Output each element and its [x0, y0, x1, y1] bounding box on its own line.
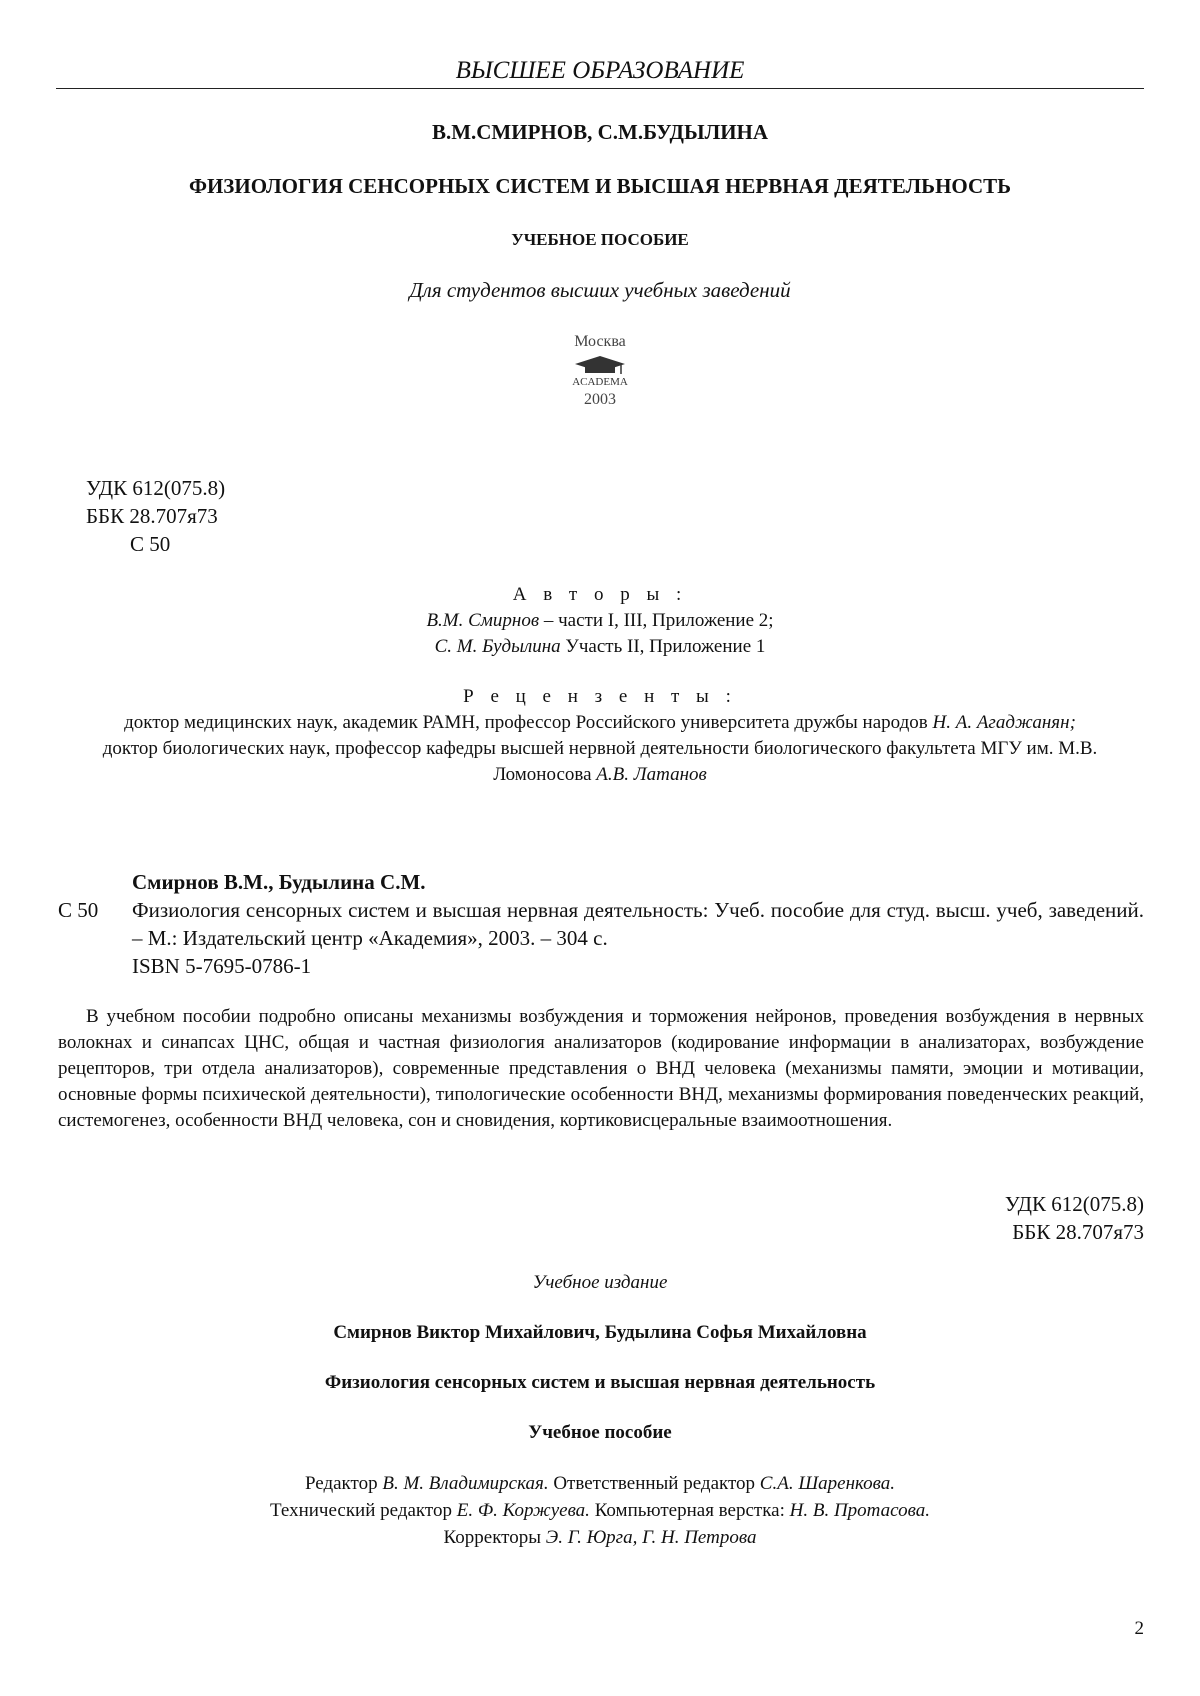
publisher-city: Москва [574, 333, 626, 350]
layout-label: Компьютерная верстка: [589, 1500, 790, 1521]
bibliographic-code: С 50 [58, 898, 99, 922]
reviewers-section [60, 684, 1140, 788]
bibliographic-authors: Смирнов В.М., Будылина С.М. [132, 870, 426, 894]
udk-code-bottom: УДК 612(075.8) [1004, 1192, 1144, 1216]
reviewer-line-2 [60, 736, 1140, 788]
authors-heading: А в т о р ы : [512, 584, 688, 605]
author-line-1 [60, 608, 1140, 634]
page-number: 2 [1134, 1618, 1144, 1639]
reviewers-heading: Р е ц е н з е н т ы : [463, 686, 737, 707]
series-header: ВЫСШЕЕ ОБРАЗОВАНИЕ [455, 57, 745, 84]
credits-line-2 [0, 1497, 1200, 1524]
author-name-1: В.М. Смирнов [426, 610, 540, 631]
book-audience: Для студентов высших учебных заведений [409, 278, 791, 302]
authors-section [60, 582, 1140, 660]
reviewer-line-1 [60, 710, 1140, 736]
bibliographic-record [58, 868, 1144, 980]
udk-code: УДК 612(075.8) [86, 476, 226, 500]
resp-editor-name: С.А. Шаренкова. [759, 1473, 896, 1494]
classification-bottom [1005, 1190, 1144, 1246]
author-mark: С 50 [130, 532, 171, 556]
classification-top [86, 474, 225, 558]
publisher-block [540, 332, 660, 410]
publisher-year: 2003 [584, 391, 616, 408]
book-title: ФИЗИОЛОГИЯ СЕНСОРНЫХ СИСТЕМ И ВЫСШАЯ НЕРВНАЯ ДЕЯТЕЛЬНОСТЬ [188, 174, 1012, 198]
header-divider [56, 88, 1144, 89]
editor-name: В. М. Владимирская. [382, 1473, 549, 1494]
book-type: УЧЕБНОЕ ПОСОБИЕ [511, 230, 689, 249]
tech-editor-name: Е. Ф. Коржуева. [456, 1500, 590, 1521]
author-line-2 [60, 634, 1140, 660]
author-name-2: С. М. Будылина [434, 636, 561, 657]
full-title: Физиология сенсорных систем и высшая нервная деятельность [324, 1372, 876, 1393]
bbk-code-bottom: ББК 28.707я73 [1012, 1220, 1144, 1244]
book-authors: В.М.СМИРНОВ, С.М.БУДЫЛИНА [431, 120, 769, 144]
layout-name: Н. В. Протасова. [789, 1500, 930, 1521]
correctors-name: Э. Г. Юрга, Г. Н. Петрова [545, 1527, 757, 1548]
tech-editor-label: Технический редактор [270, 1500, 457, 1521]
reviewer-name-2: А.В. Латанов [596, 764, 707, 785]
publisher-logo-text: ACADEMA [572, 376, 628, 388]
bbk-code: ББК 28.707я73 [86, 504, 218, 528]
resp-editor-label: Ответственный редактор [548, 1473, 760, 1494]
credits-line-3 [0, 1524, 1200, 1551]
bibliographic-description: Физиология сенсорных систем и высшая нервная деятельность: Учеб. пособие для студ. высш. учеб, заведений. – М.: Издательский центр «Академия», 2003. – 304 с. [132, 898, 1144, 950]
reviewer-title-2: доктор биологических наук, профессор кафедры высшей нервной деятельности биологического факультета МГУ им. М.В. Ломоносова [102, 738, 1098, 785]
annotation-paragraph: В учебном пособии подробно описаны механизмы возбуждения и торможения нейронов, проведения возбуждения в нервных волокнах и синапсах ЦНС, общая и частная физиология анализаторов (кодирование информации в анализаторах, возбуждение рецепторов, три отдела анализаторов), современные представления о ВНД человека (механизмы памяти, эмоции и мотивации, основные формы психической деятельности), типологические особенности ВНД, механизмы формирования поведенческих реакций, системогенез, особенности ВНД человека, сон и сновидения, кортиковисцеральные взаимоотношения. [58, 1006, 1144, 1131]
isbn: ISBN 5-7695-0786-1 [132, 954, 312, 978]
editor-label: Редактор [304, 1473, 383, 1494]
correctors-label: Корректоры [443, 1527, 546, 1548]
graduation-cap-icon [565, 354, 635, 388]
reviewer-name-1: Н. А. Агаджанян; [932, 712, 1076, 733]
reviewer-title-1: доктор медицинских наук, академик РАМН, профессор Российского университета дружбы народов [124, 712, 933, 733]
edition-type: Учебное издание [532, 1272, 668, 1293]
credits-block [0, 1470, 1200, 1551]
author-parts-2: Участь II, Приложение 1 [560, 636, 766, 657]
author-parts-1: – части I, III, Приложение 2; [539, 610, 774, 631]
full-type: Учебное пособие [528, 1422, 672, 1443]
credits-line-1 [0, 1470, 1200, 1497]
full-authors: Смирнов Виктор Михайлович, Будылина Софья Михайловна [333, 1322, 867, 1343]
